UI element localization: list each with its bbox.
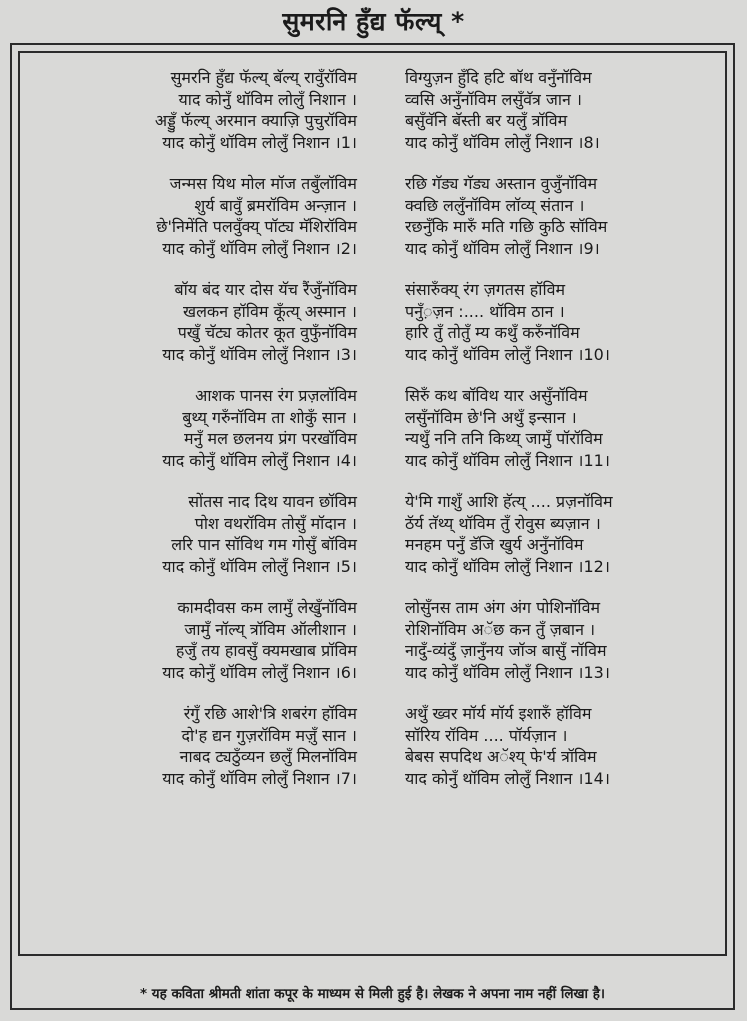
verse-line: जामुँ नॉल्य् त्रॉविम ऑलीशान । <box>184 619 357 639</box>
verse-line: शुर्य बावुँ ब्रमरॉविम अन्ज़ान । <box>194 195 357 215</box>
verse-line: पोश वथरॉविम तोसुँ मॉदान । <box>194 513 357 533</box>
right-column <box>405 67 720 809</box>
verse-line: याद कोनुँ थॉविम लोलुँ निशान ।9। <box>405 238 600 258</box>
verse-line: पखुँ चॅट्य कोतर कूत वुफुँनॉविम <box>177 323 357 342</box>
stanza <box>42 491 357 577</box>
stanza <box>42 67 357 153</box>
verse-line: मनुँ मल छलनय प्रंग परखॉविम <box>183 429 357 448</box>
stanza <box>42 703 357 789</box>
verse-line: संसारुँक्य् रंग ज़गतस हॉविम <box>405 280 566 299</box>
verse-line: बुथ्य् गरुँनॉविम ता शोकुँ सान । <box>182 407 357 427</box>
stanza <box>42 597 357 683</box>
verse-line: नाबद ट्यठुँव्यन छलुँ मिलनॉविम <box>179 747 357 766</box>
stanza <box>405 385 720 471</box>
verse-line: याद कोनुँ थॉविम लोलुँ निशान ।10। <box>405 344 610 364</box>
poem-frame <box>10 43 735 1010</box>
verse-line: ये'मि गाशुँ आशि हॅत्य् .... प्रज़नॉविम <box>405 492 613 511</box>
verse-line: बॉय बंद यार दोस यॅच रैंजुँनॉविम <box>174 280 357 299</box>
verse-line: हारि तुँ तोतुँ म्य कथुँ करुँनॉविम <box>405 323 580 342</box>
verse-line: लरि पान सॉविथ गम गोसुँ बॉविम <box>171 535 357 554</box>
verse-line: दो'ह द्यन गुज़रॉविम मज़ुँ सान । <box>181 725 357 745</box>
stanza <box>405 491 720 577</box>
verse-line: याद कोनुँ थॉविम लोलुँ निशान ।11। <box>405 450 610 470</box>
verse-line: रंगुँ रछि आशे'त्रि शबरंग हॉविम <box>183 704 357 723</box>
verse-line: हजुँ तय हावसुँ क्यमखाब प्रॉविम <box>175 641 357 660</box>
verse-line: मनहम पनुँ डॅजि खुर्य अनुँनॉविम <box>405 535 584 554</box>
verse-line: याद कोनुँ थॉविम लोलुँ निशान ।13। <box>405 662 610 682</box>
stanza <box>42 385 357 471</box>
verse-line: याद कोनुँ थॉविम लोलुँ निशान ।8। <box>405 132 600 152</box>
verse-line: याद कोनुँ थॉविम लोलुँ निशान । <box>178 89 357 109</box>
verse-line: छे'निमेंति पलवुँक्य् पॉट्य मॅशिरॉविम <box>156 217 357 236</box>
verse-line: आशक पानस रंग प्रज़लॉविम <box>195 386 357 405</box>
verse-line: रछनुँकि मारुँ मति गछि कुठि सॉविम <box>405 217 608 236</box>
verse-line: बसुँवॅनि बॅस्ती बर यलुँ त्रॉविम <box>405 111 568 130</box>
stanza <box>405 67 720 153</box>
verse-line: क्वछि ललुँनॉविम लॉव्य् संतान । <box>405 195 585 215</box>
verse-line: याद कोनुँ थॉविम लोलुँ निशान ।2। <box>162 238 357 258</box>
verse-line: नादुँ-व्यंदुँ ज़ानुँनय जॉञ बासुँ नॉविम <box>405 641 607 660</box>
verse-line: जन्मस यिथ मोल मॉज तबुँलॉविम <box>169 174 357 193</box>
verse-line: कामदीवस कम लामुँ लेखुँनॉविम <box>177 598 357 617</box>
stanza <box>405 173 720 259</box>
verse-line: विग्युज़न हुँदि हटि बॉथ वनुँनॉविम <box>405 68 592 87</box>
verse-line: अड्डुँ फॅल्य् अरमान क्याज़ि पुचुरॉविम <box>154 111 357 130</box>
verse-line: न्यथुँ ननि तनि किथ्य् जामुँ पॉरॉविम <box>405 429 603 448</box>
verse-line: अथुँ ख्वर मॉर्य मॉर्य इशारुँ हॉविम <box>405 704 592 723</box>
left-column <box>42 67 357 809</box>
verse-line: याद कोनुँ थॉविम लोलुँ निशान ।5। <box>162 556 357 576</box>
verse-line: ठॅर्य तॅथ्य् थॉविम तुँ रोवुस ब्यज़ान । <box>405 513 601 533</box>
verse-line: रोशिनॉविम अॅछ कन तुँ ज़बान । <box>405 619 596 639</box>
footnote: * यह कविता श्रीमती शांता कपूर के माध्यम से मिली हुई है। लेखक ने अपना नाम नहीं लिखा है। <box>139 986 606 1002</box>
verse-line: व्वसि अनुँनॉविम लसुँवॅत्र जान । <box>405 89 583 109</box>
verse-line: याद कोनुँ थॉविम लोलुँ निशान ।3। <box>162 344 357 364</box>
poem-box <box>18 51 727 956</box>
verse-line: बेबस सपदिथ अॅश्य् फे'र्य त्रॉविम <box>405 747 597 766</box>
verse-line: खलकन हॉविम कूँत्य् अस्मान । <box>182 301 357 321</box>
stanza <box>405 279 720 365</box>
page-title: सुमरनि हुँद्य फॅल्य् * <box>282 7 465 36</box>
verse-line: याद कोनुँ थॉविम लोलुँ निशान ।14। <box>405 768 610 788</box>
stanza <box>405 597 720 683</box>
verse-line: याद कोनुँ थॉविम लोलुँ निशान ।6। <box>162 662 357 682</box>
verse-line: सिरुँ कथ बॉविथ यार असुँनॉविम <box>405 386 588 405</box>
stanza <box>42 279 357 365</box>
verse-line: याद कोनुँ थॉविम लोलुँ निशान ।1। <box>162 132 357 152</box>
verse-line: लोसुँनस ताम अंग अंग पोशिनॉविम <box>405 598 601 617</box>
stanza <box>42 173 357 259</box>
verse-line: सोंतस नाद दिथ यावन छॉविम <box>188 492 357 511</box>
verse-line: सुमरनि हुँद्य फॅल्य् बॅल्य् रावुँरॉविम <box>170 68 357 87</box>
verse-line: याद कोनुँ थॉविम लोलुँ निशान ।7। <box>162 768 357 788</box>
stanza <box>405 703 720 789</box>
verse-line: याद कोनुँ थॉविम लोलुँ निशान ।4। <box>162 450 357 470</box>
verse-line: रछि गॅड्य गॅड्य अस्तान वुजुँनॉविम <box>405 174 598 193</box>
verse-line: लसुँनॉविम छे'नि अथुँ इन्सान । <box>405 407 577 427</box>
verse-line: याद कोनुँ थॉविम लोलुँ निशान ।12। <box>405 556 610 576</box>
verse-line: सॉरिय रॉविम .... पॉर्यज़ान । <box>405 725 568 745</box>
verse-line: पनुँ़ज़न :.... थॉविम ठान । <box>405 301 565 321</box>
